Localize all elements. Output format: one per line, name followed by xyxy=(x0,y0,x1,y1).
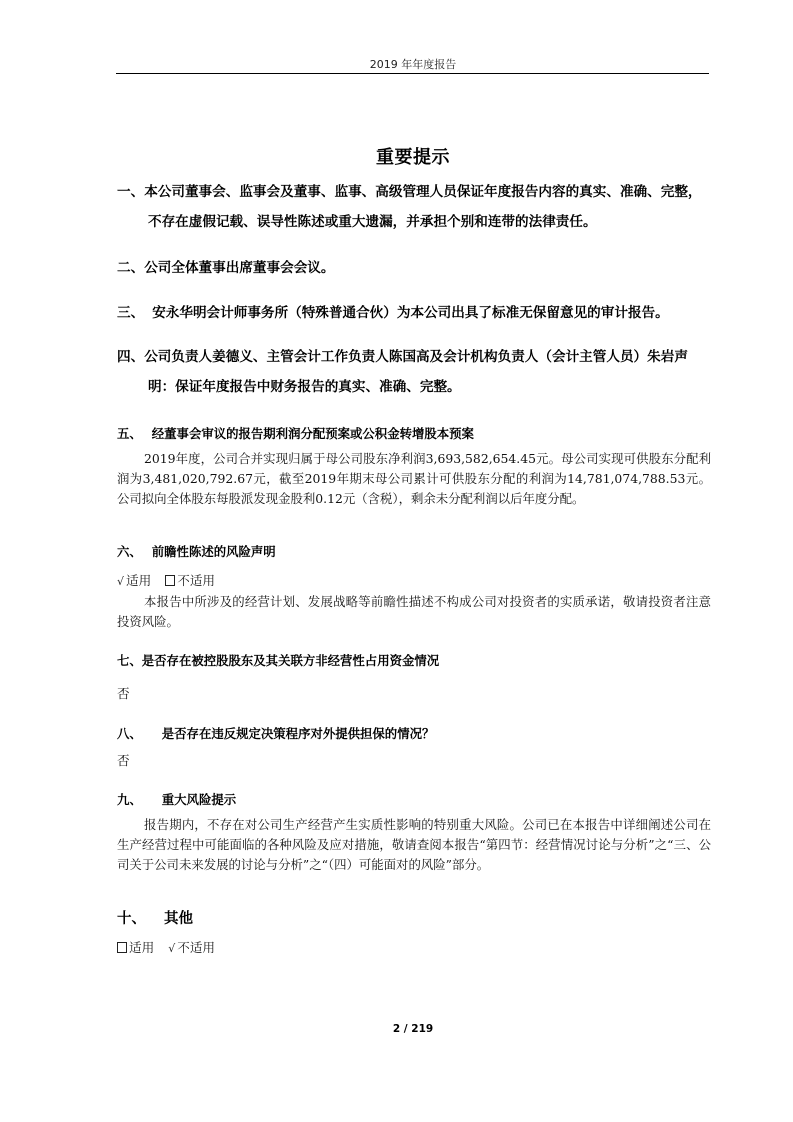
section-7 xyxy=(117,652,711,704)
check-mark-icon: √ xyxy=(168,942,176,955)
section-heading xyxy=(117,543,711,561)
section-heading-text: 前瞻性陈述的风险声明 xyxy=(151,544,276,559)
section-6 xyxy=(117,543,711,632)
section-text-line-1: 本公司董事会、监事会及董事、监事、高级管理人员保证年度报告内容的真实、准确、完整， xyxy=(144,184,702,200)
section-8 xyxy=(117,725,711,771)
section-10 xyxy=(117,910,711,959)
section-heading-text: 经董事会审议的报告期利润分配预案或公积金转增股本预案 xyxy=(151,426,474,441)
section-heading-text: 其他 xyxy=(164,911,193,927)
answer-text: 否 xyxy=(117,686,130,701)
empty-checkbox-icon xyxy=(117,942,127,953)
section-number: 九、 xyxy=(117,792,142,807)
profit-distribution-text: 2019年度，公司合并实现归属于母公司股东净利润3,693,582,654.45元。母公司实现可供股东分配利润为3,481,020,792.67元，截至2019年期末母公司累计可供股东分配的利润为14,781,074,788.53元。公司拟向全体股东每股派发现金股利0.12元（含税），剩余未分配利润以后年度分配。 xyxy=(117,451,711,506)
section-4 xyxy=(117,342,711,402)
applicability-options xyxy=(117,938,711,959)
section-number: 一、 xyxy=(117,184,145,200)
risk-statement-text: 本报告中所涉及的经营计划、发展战略等前瞻性描述不构成公司对投资者的实质承诺，敬请投资者注意投资风险。 xyxy=(117,594,711,629)
section-number: 五、 xyxy=(117,426,142,441)
page-number: 2 / 219 xyxy=(392,1023,434,1035)
section-number: 六、 xyxy=(117,544,142,559)
section-2 xyxy=(117,253,711,283)
page-header: 2019 年年度报告 xyxy=(369,58,457,71)
section-heading xyxy=(117,910,711,928)
empty-checkbox-icon xyxy=(165,575,175,586)
section-heading-text: 是否存在被控股股东及其关联方非经营性占用资金情况 xyxy=(141,653,440,668)
option-not-applicable: √ 不适用 xyxy=(168,940,215,955)
section-text-line-2: 不存在虚假记载、误导性陈述或重大遗漏，并承担个别和连带的法律责任。 xyxy=(148,214,597,230)
section-heading xyxy=(117,425,711,443)
section-3 xyxy=(117,298,711,328)
section-1 xyxy=(117,177,711,237)
answer-text: 否 xyxy=(117,753,130,768)
section-heading xyxy=(117,652,711,670)
section-5 xyxy=(117,425,711,509)
section-number: 八、 xyxy=(117,726,142,741)
section-text: 安永华明会计师事务所（特殊普通合伙）为本公司出具了标准无保留意见的审计报告。 xyxy=(152,305,669,321)
section-heading-text: 是否存在违反规定决策程序对外提供担保的情况？ xyxy=(161,726,435,741)
section-number: 二、 xyxy=(117,260,145,276)
section-heading-text: 重大风险提示 xyxy=(161,792,237,807)
section-number: 七、 xyxy=(117,653,142,668)
section-heading xyxy=(117,725,711,743)
section-number: 十、 xyxy=(117,911,146,927)
section-number: 四、 xyxy=(117,349,145,365)
option-applicable: 适用 xyxy=(117,938,154,958)
applicability-options xyxy=(117,571,711,592)
option-not-applicable: 不适用 xyxy=(165,571,215,591)
check-mark-icon: √ xyxy=(117,575,125,588)
section-heading xyxy=(117,791,711,809)
major-risk-text: 报告期内，不存在对公司生产经营产生实质性影响的特别重大风险。公司已在本报告中详细阐述公司在生产经营过程中可能面临的各种风险及应对措施，敬请查阅本报告“第四节：经营情况讨论与分析”之“三、公司关于公司未来发展的讨论与分析”之“（四）可能面对的风险”部分。 xyxy=(117,817,711,872)
header-divider xyxy=(116,73,709,74)
document-title: 重要提示 xyxy=(376,147,450,168)
section-text-line-1: 公司负责人姜德义、主管会计工作负责人陈国高及会计机构负责人（会计主管人员）朱岩声 xyxy=(144,349,688,365)
section-9 xyxy=(117,791,711,875)
option-applicable: √ 适用 xyxy=(117,573,152,588)
section-text-line-2: 明：保证年度报告中财务报告的真实、准确、完整。 xyxy=(148,379,461,395)
section-number: 三、 xyxy=(117,305,145,321)
section-text: 公司全体董事出席董事会会议。 xyxy=(144,260,335,276)
